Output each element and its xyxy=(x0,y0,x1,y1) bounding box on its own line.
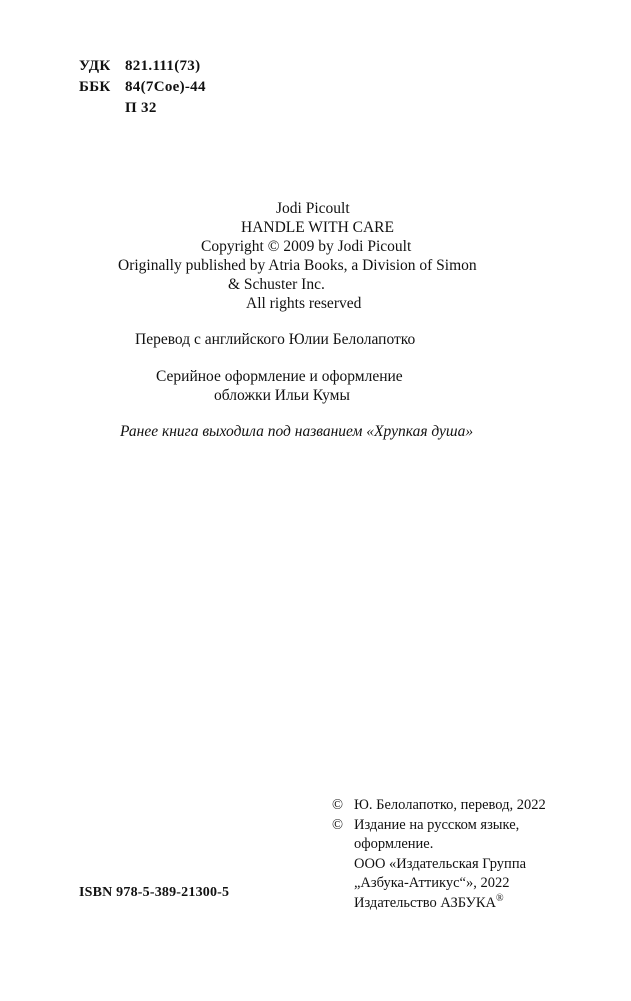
isbn: ISBN 978-5-389-21300-5 xyxy=(79,885,230,900)
original-credits xyxy=(118,199,477,313)
previously-published-note: Ранее книга выходила под названием «Хрупкая душа» xyxy=(120,423,474,440)
udk-label: УДК xyxy=(79,58,111,74)
edition-copyright xyxy=(332,816,546,836)
registered-trademark-mark: ® xyxy=(496,892,504,904)
copyright-sign: © xyxy=(332,797,344,813)
rights-reserved: All rights reserved xyxy=(246,295,362,312)
bbk-label: ББК xyxy=(79,79,111,95)
author-mark-row xyxy=(79,98,206,119)
original-publisher-line-1: Originally published by Atria Books, a Division of Simon xyxy=(118,257,477,274)
publisher-group-line-1: ООО «Издательская Группа xyxy=(354,855,527,872)
classification-codes xyxy=(79,56,206,119)
imprint-line xyxy=(332,894,546,914)
udk-value: 821.111(73) xyxy=(125,58,201,74)
bbk-row xyxy=(79,77,206,98)
publisher-group-line-2: „Азбука-Аттикус“», 2022 xyxy=(354,875,510,891)
translation-copyright-text: Ю. Белолапотко, перевод, 2022 xyxy=(354,797,546,813)
original-copyright: Copyright © 2009 by Jodi Picoult xyxy=(201,238,412,255)
original-title: HANDLE WITH CARE xyxy=(241,219,394,236)
design-credit xyxy=(156,367,403,405)
imprint-name: Издательство АЗБУКА xyxy=(354,894,496,911)
design-credit-line-2: обложки Ильи Кумы xyxy=(214,387,350,404)
russian-edition-copyrights xyxy=(332,796,546,913)
author-mark: П 32 xyxy=(125,100,157,116)
bbk-value: 84(7Сое)-44 xyxy=(125,79,206,95)
translation-copyright xyxy=(332,796,546,816)
translator-credit: Перевод с английского Юлии Белолапотко xyxy=(135,331,416,348)
copyright-sign: © xyxy=(332,816,344,833)
edition-copyright-text-2: оформление. xyxy=(354,836,434,852)
original-author: Jodi Picoult xyxy=(276,200,350,217)
udk-row xyxy=(79,56,206,77)
edition-copyright-text-1: Издание на русском языке, xyxy=(354,816,520,833)
design-credit-line-1: Серийное оформление и оформление xyxy=(156,368,403,385)
original-publisher-line-2: & Schuster Inc. xyxy=(228,276,325,293)
